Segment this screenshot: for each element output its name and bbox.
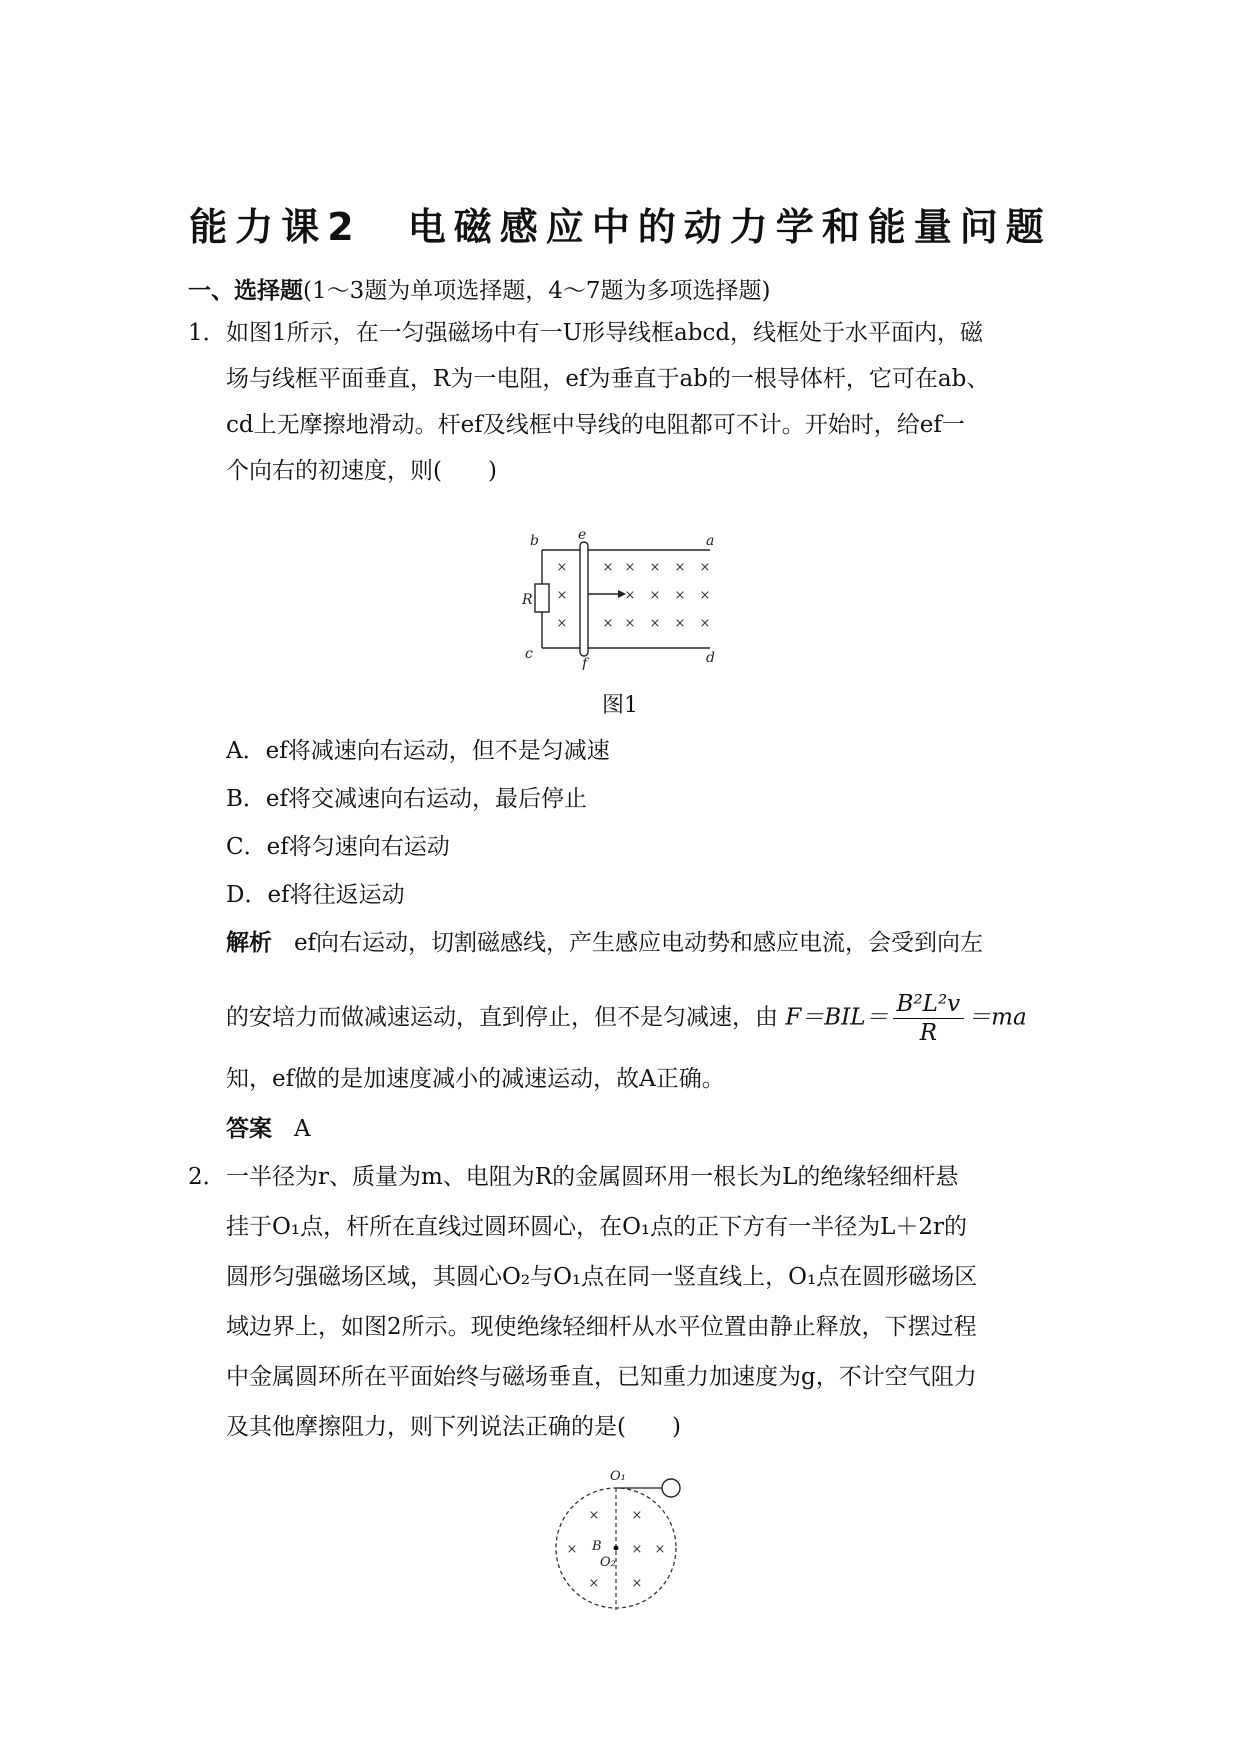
question-2-line-3: 圆形匀强磁场区域，其圆心O₂与O₁点在同一竖直线上，O₁点在圆形磁场区	[226, 1264, 978, 1290]
analysis-line-2	[226, 990, 1027, 1047]
answer-line	[226, 1114, 311, 1144]
section-heading-text: 一、选择题	[188, 277, 303, 304]
question-2-line-1: 一半径为r、质量为m、电阻为R的金属圆环用一根长为L的绝缘轻细杆悬	[226, 1164, 959, 1190]
analysis-line-3: 知，ef做的是加速度减小的减速运动，故A正确。	[226, 1066, 725, 1092]
label-d: d	[706, 650, 715, 666]
svg-text:×: ×	[556, 616, 568, 631]
svg-text:×: ×	[699, 560, 711, 575]
label-c: c	[525, 646, 533, 662]
label-a: a	[706, 533, 715, 549]
label-O2: O₂	[600, 1555, 616, 1570]
question-1-line-3: cd上无摩擦地滑动。杆ef及线框中导线的电阻都可不计。开始时，给ef一	[226, 412, 965, 438]
question-2-line-4: 域边界上，如图2所示。现使绝缘轻细杆从水平位置由静止释放，下摆过程	[226, 1314, 977, 1340]
option-a: A．ef将减速向右运动，但不是匀减速	[226, 738, 610, 764]
svg-text:×: ×	[588, 1508, 600, 1523]
formula-lhs: F＝BIL＝	[785, 1004, 889, 1031]
option-d: D．ef将往返运动	[226, 882, 405, 908]
svg-text:×: ×	[556, 560, 568, 575]
section-note: (1～3题为单项选择题，4～7题为多项选择题)	[303, 278, 771, 304]
option-b: B．ef将交减速向右运动，最后停止	[226, 786, 588, 812]
svg-text:×: ×	[624, 616, 636, 631]
question-1-line-2: 场与线框平面垂直，R为一电阻，ef为垂直于ab的一根导体杆，它可在ab、	[226, 366, 990, 392]
option-c: C．ef将匀速向右运动	[226, 834, 450, 860]
svg-text:×: ×	[566, 1542, 578, 1557]
svg-text:×: ×	[654, 1542, 666, 1557]
svg-text:×: ×	[624, 560, 636, 575]
label-O1: O₁	[610, 1469, 626, 1484]
question-2-line-5: 中金属圆环所在平面始终与磁场垂直，已知重力加速度为g，不计空气阻力	[226, 1364, 977, 1390]
question-1-number: 1．	[188, 320, 226, 346]
svg-text:×: ×	[588, 1576, 600, 1591]
label-B: B	[592, 1539, 602, 1554]
figure-2-diagram	[550, 1462, 710, 1612]
section-heading	[188, 276, 770, 306]
svg-text:×: ×	[649, 560, 661, 575]
svg-text:×: ×	[631, 1576, 643, 1591]
figure-1-caption: 图1	[602, 693, 638, 718]
svg-text:×: ×	[649, 588, 661, 603]
formula-numerator: B²L²v	[893, 990, 965, 1019]
formula-rhs: ＝ma	[968, 1004, 1027, 1031]
figure-1-diagram	[520, 530, 720, 670]
label-R: R	[522, 592, 533, 608]
question-2-number: 2．	[188, 1164, 226, 1190]
formula-fraction	[893, 990, 965, 1047]
analysis-line-1	[226, 928, 983, 958]
svg-text:×: ×	[699, 616, 711, 631]
svg-text:×: ×	[674, 560, 686, 575]
question-1-line-4: 个向右的初速度，则( )	[226, 458, 497, 484]
page-title: 能力课2 电磁感应中的动力学和能量问题	[189, 205, 1052, 249]
question-2-line-6: 及其他摩擦阻力，则下列说法正确的是( )	[226, 1414, 681, 1440]
svg-text:×: ×	[674, 616, 686, 631]
svg-text:×: ×	[602, 616, 614, 631]
svg-text:×: ×	[631, 1508, 643, 1523]
svg-text:×: ×	[674, 588, 686, 603]
formula-denominator: R	[919, 1020, 938, 1046]
answer-value: A	[293, 1116, 311, 1142]
answer-label: 答案	[226, 1116, 272, 1142]
svg-text:×: ×	[699, 588, 711, 603]
svg-text:×: ×	[631, 1542, 643, 1557]
svg-text:×: ×	[649, 616, 661, 631]
analysis-text-1: ef向右运动，切割磁感线，产生感应电动势和感应电流，会受到向左	[293, 930, 984, 956]
svg-text:×: ×	[624, 588, 636, 603]
svg-text:×: ×	[556, 588, 568, 603]
question-2-line-2: 挂于O₁点，杆所在直线过圆环圆心，在O₁点的正下方有一半径为L＋2r的	[226, 1214, 968, 1240]
label-e: e	[578, 530, 587, 543]
svg-text:×: ×	[602, 560, 614, 575]
label-f: f	[582, 656, 588, 670]
label-b: b	[530, 533, 539, 549]
analysis-text-2: 的安培力而做减速运动，直到停止，但不是匀减速，由	[226, 1004, 778, 1031]
question-1-line-1: 如图1所示，在一匀强磁场中有一U形导线框abcd，线框处于水平面内，磁	[226, 320, 984, 346]
analysis-label: 解析	[226, 930, 272, 956]
